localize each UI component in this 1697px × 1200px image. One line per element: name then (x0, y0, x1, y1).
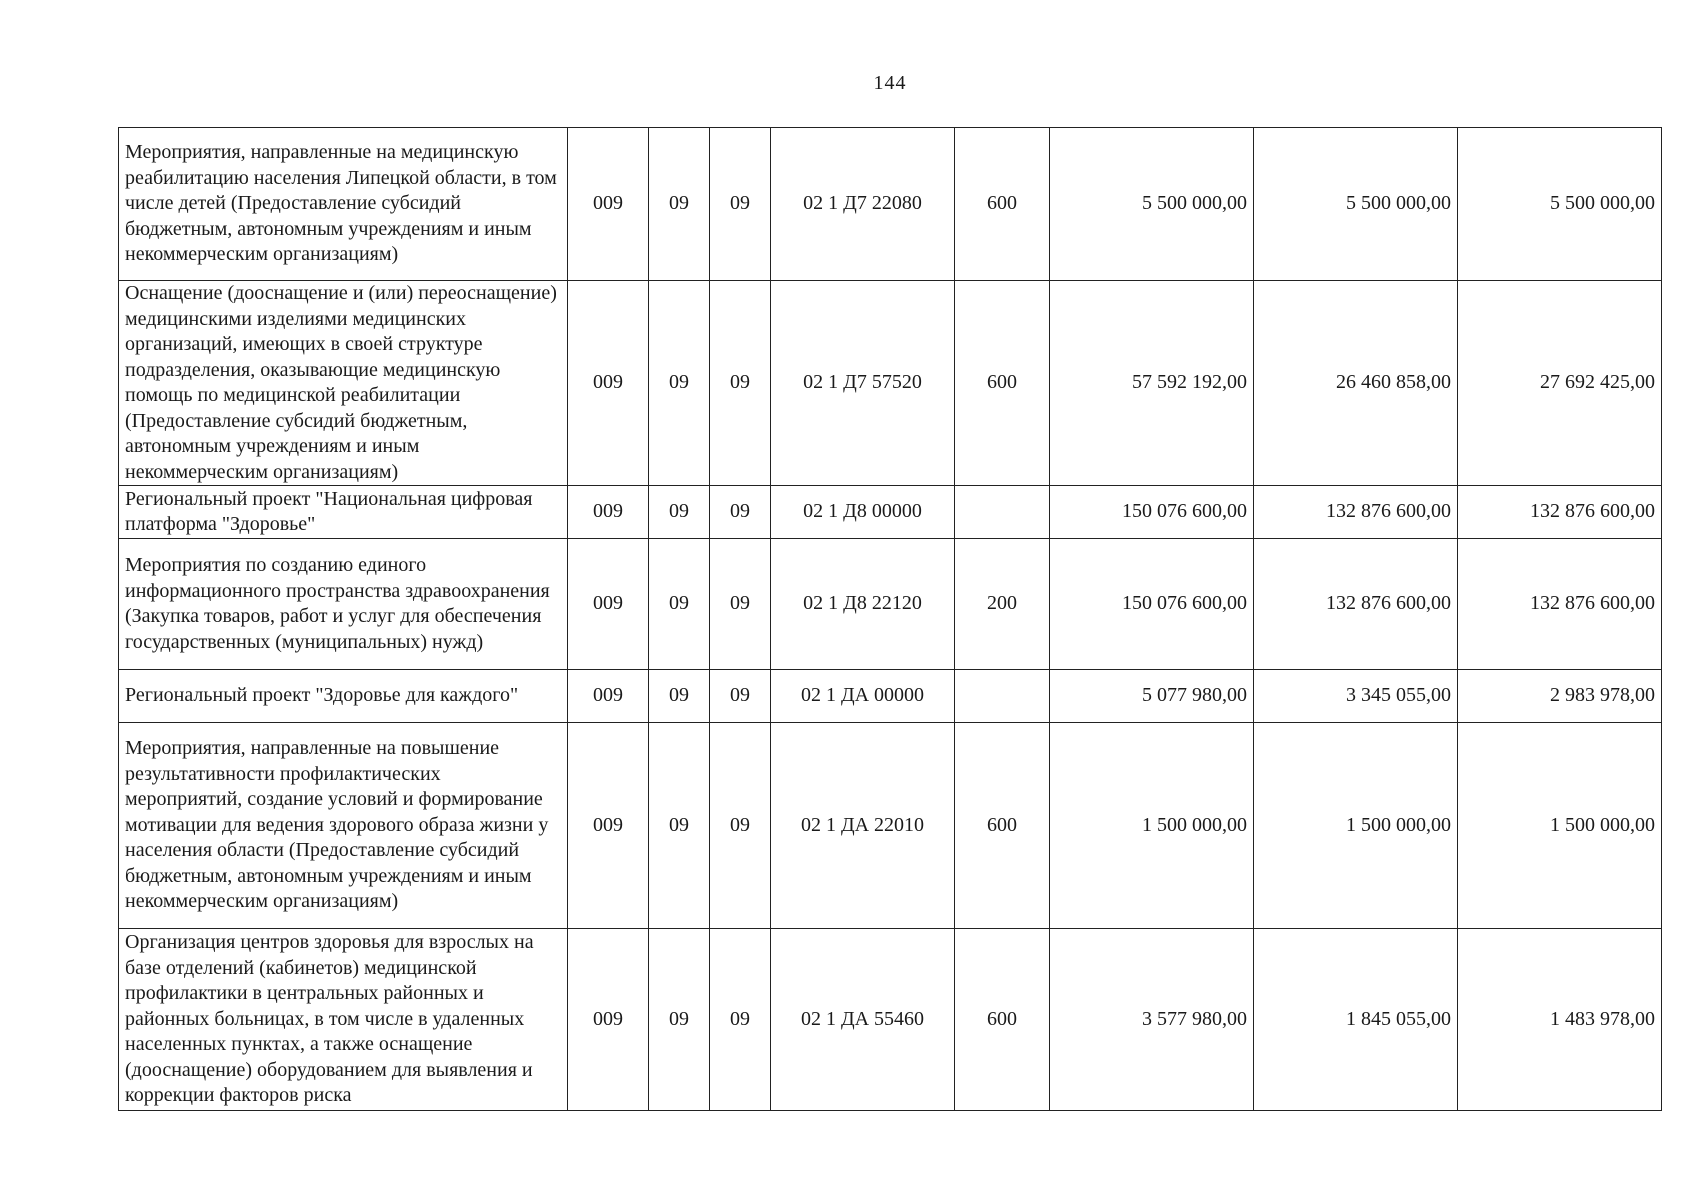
target-article: 02 1 Д7 22080 (771, 128, 955, 281)
amount-year-1: 5 500 000,00 (1050, 128, 1254, 281)
expense-type (955, 670, 1050, 723)
target-article: 02 1 Д8 22120 (771, 539, 955, 670)
subsection-code: 09 (710, 929, 771, 1111)
ministry-code: 009 (568, 929, 649, 1111)
section-code: 09 (649, 539, 710, 670)
table-row (119, 281, 1662, 486)
ministry-code: 009 (568, 128, 649, 281)
budget-table (118, 127, 1662, 1111)
subsection-code: 09 (710, 723, 771, 929)
table-row (119, 128, 1662, 281)
section-code: 09 (649, 486, 710, 539)
amount-year-2: 132 876 600,00 (1254, 486, 1458, 539)
amount-year-2: 3 345 055,00 (1254, 670, 1458, 723)
subsection-code: 09 (710, 539, 771, 670)
amount-year-2: 5 500 000,00 (1254, 128, 1458, 281)
ministry-code: 009 (568, 539, 649, 670)
amount-year-3: 1 483 978,00 (1458, 929, 1662, 1111)
row-name: Оснащение (дооснащение и (или) переоснащение) медицинскими изделиями медицинских организаций, имеющих в своей структуре подразделения, оказывающие медицинскую помощь по медицинской реабилитации (Предоставление субсидий бюджетным, автономным учреждениям и иным некоммерческим организациям) (119, 281, 568, 486)
ministry-code: 009 (568, 723, 649, 929)
amount-year-3: 2 983 978,00 (1458, 670, 1662, 723)
target-article: 02 1 Д8 00000 (771, 486, 955, 539)
target-article: 02 1 ДА 55460 (771, 929, 955, 1111)
amount-year-1: 150 076 600,00 (1050, 539, 1254, 670)
table-row (119, 929, 1662, 1111)
target-article: 02 1 ДА 22010 (771, 723, 955, 929)
table-row (119, 486, 1662, 539)
row-name: Мероприятия по созданию единого информационного пространства здравоохранения (Закупка товаров, работ и услуг для обеспечения государственных (муниципальных) нужд) (119, 539, 568, 670)
subsection-code: 09 (710, 128, 771, 281)
amount-year-1: 150 076 600,00 (1050, 486, 1254, 539)
amount-year-1: 3 577 980,00 (1050, 929, 1254, 1111)
row-name: Организация центров здоровья для взрослых на базе отделений (кабинетов) медицинской профилактики в центральных районных и районных больницах, в том числе в удаленных населенных пунктах, а также оснащение (дооснащение) оборудованием для выявления и коррекции факторов риска (119, 929, 568, 1111)
target-article: 02 1 Д7 57520 (771, 281, 955, 486)
expense-type: 200 (955, 539, 1050, 670)
row-name: Региональный проект "Национальная цифровая платформа "Здоровье" (119, 486, 568, 539)
amount-year-3: 1 500 000,00 (1458, 723, 1662, 929)
expense-type: 600 (955, 281, 1050, 486)
amount-year-3: 5 500 000,00 (1458, 128, 1662, 281)
section-code: 09 (649, 128, 710, 281)
amount-year-1: 57 592 192,00 (1050, 281, 1254, 486)
ministry-code: 009 (568, 281, 649, 486)
section-code: 09 (649, 723, 710, 929)
section-code: 09 (649, 670, 710, 723)
amount-year-1: 1 500 000,00 (1050, 723, 1254, 929)
subsection-code: 09 (710, 670, 771, 723)
amount-year-2: 1 845 055,00 (1254, 929, 1458, 1111)
row-name: Мероприятия, направленные на медицинскую реабилитацию населения Липецкой области, в том числе детей (Предоставление субсидий бюджетным, автономным учреждениям и иным некоммерческим организациям) (119, 128, 568, 281)
ministry-code: 009 (568, 486, 649, 539)
section-code: 09 (649, 281, 710, 486)
page-number: 144 (873, 72, 907, 94)
target-article: 02 1 ДА 00000 (771, 670, 955, 723)
amount-year-3: 27 692 425,00 (1458, 281, 1662, 486)
expense-type (955, 486, 1050, 539)
table-row (119, 539, 1662, 670)
expense-type: 600 (955, 723, 1050, 929)
row-name: Мероприятия, направленные на повышение результативности профилактических мероприятий, создание условий и формирование мотивации для ведения здорового образа жизни у населения области (Предоставление субсидий бюджетным, автономным учреждениям и иным некоммерческим организациям) (119, 723, 568, 929)
row-name: Региональный проект "Здоровье для каждого" (119, 670, 568, 723)
amount-year-3: 132 876 600,00 (1458, 486, 1662, 539)
section-code: 09 (649, 929, 710, 1111)
subsection-code: 09 (710, 486, 771, 539)
amount-year-2: 132 876 600,00 (1254, 539, 1458, 670)
table-row (119, 723, 1662, 929)
amount-year-3: 132 876 600,00 (1458, 539, 1662, 670)
expense-type: 600 (955, 929, 1050, 1111)
amount-year-2: 26 460 858,00 (1254, 281, 1458, 486)
expense-type: 600 (955, 128, 1050, 281)
subsection-code: 09 (710, 281, 771, 486)
amount-year-2: 1 500 000,00 (1254, 723, 1458, 929)
amount-year-1: 5 077 980,00 (1050, 670, 1254, 723)
ministry-code: 009 (568, 670, 649, 723)
table-row (119, 670, 1662, 723)
